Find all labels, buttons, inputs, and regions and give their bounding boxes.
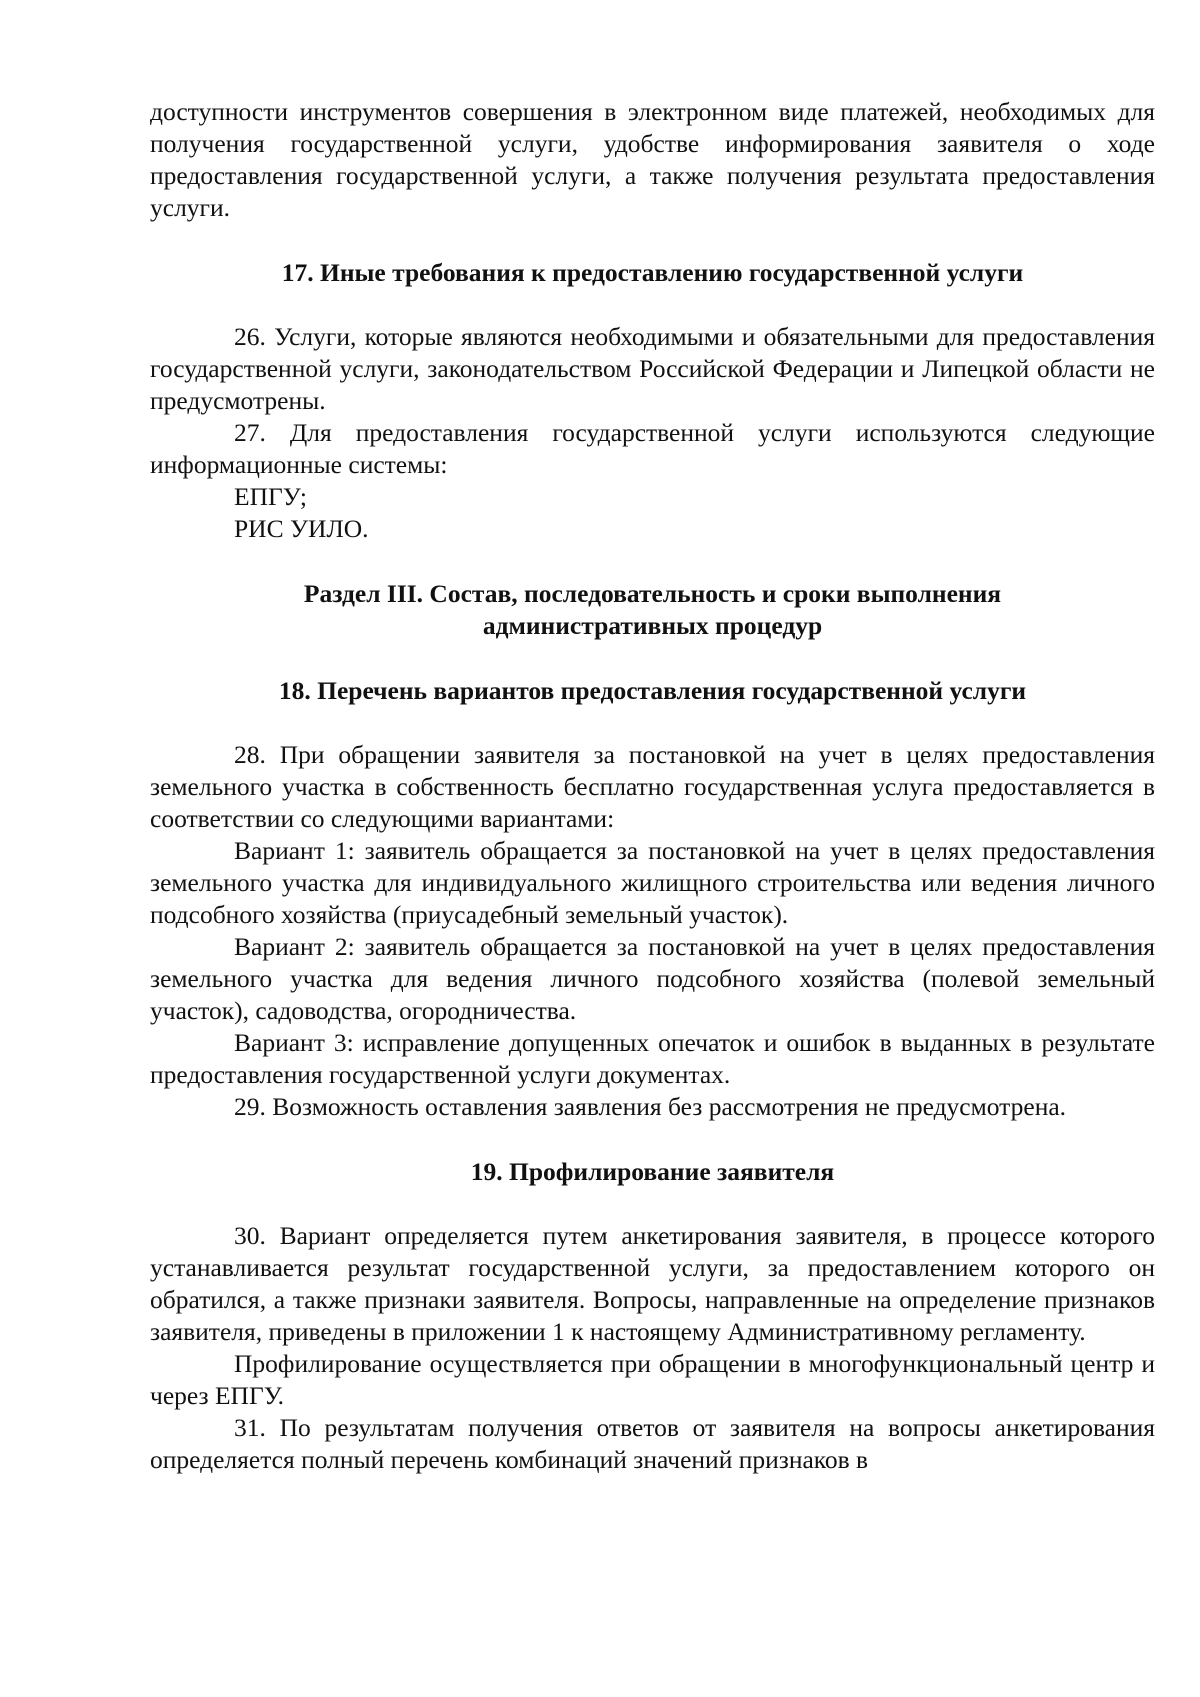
paragraph-variant-2: Вариант 2: заявитель обращается за постановкой на учет в целях предоставления земельного участка для ведения личного подсобного хозяйства (полевой земельный участок), садоводства, огородничества. xyxy=(150,932,1155,1025)
paragraph-intro: доступности инструментов совершения в электронном виде платежей, необходимых для получения государственной услуги, удобстве информирования заявителя о ходе предоставления государственной услуги, а также получения результата предоставления услуги. xyxy=(150,97,1155,222)
heading-section-3-line-1: Раздел III. Состав, последовательность и сроки выполнения xyxy=(303,579,1002,608)
paragraph-30-profiling: Профилирование осуществляется при обращении в многофункциональный центр и через ЕПГУ. xyxy=(150,1349,1155,1410)
heading-section-19: 19. Профилирование заявителя xyxy=(470,1157,835,1186)
heading-section-3-line-2: административных процедур xyxy=(482,611,823,640)
paragraph-27: 27. Для предоставления государственной услуги используются следующие информационные системы: xyxy=(150,418,1155,479)
list-item-ris-uilo: РИС УИЛО. xyxy=(234,514,369,543)
paragraph-variant-1: Вариант 1: заявитель обращается за постановкой на учет в целях предоставления земельного участка для индивидуального жилищного строительства или ведения личного подсобного хозяйства (приусадебный земельный участок). xyxy=(150,836,1155,929)
paragraph-variant-3: Вариант 3: исправление допущенных опечаток и ошибок в выданных в результате предоставления государственной услуги документах. xyxy=(150,1028,1155,1089)
paragraph-28: 28. При обращении заявителя за постановкой на учет в целях предоставления земельного участка в собственность бесплатно государственная услуга предоставляется в соответствии со следующими вариантами: xyxy=(150,740,1155,833)
paragraph-26: 26. Услуги, которые являются необходимыми и обязательными для предоставления государственной услуги, законодательством Российской Федерации и Липецкой области не предусмотрены. xyxy=(150,322,1155,415)
paragraph-29: 29. Возможность оставления заявления без рассмотрения не предусмотрена. xyxy=(234,1092,1067,1121)
paragraph-30: 30. Вариант определяется путем анкетирования заявителя, в процессе которого устанавливается результат государственной услуги, за предоставлением которого он обратился, а также признаки заявителя. Вопросы, направленные на определение признаков заявителя, приведены в приложении 1 к настоящему Административному регламенту. xyxy=(150,1221,1155,1346)
heading-section-18: 18. Перечень вариантов предоставления государственной услуги xyxy=(278,676,1027,705)
document-page xyxy=(150,96,1155,1476)
paragraph-31: 31. По результатам получения ответов от заявителя на вопросы анкетирования определяется полный перечень комбинаций значений признаков в xyxy=(150,1413,1155,1474)
list-item-epgu: ЕПГУ; xyxy=(234,482,307,511)
heading-section-17: 17. Иные требования к предоставлению государственной услуги xyxy=(281,258,1024,287)
